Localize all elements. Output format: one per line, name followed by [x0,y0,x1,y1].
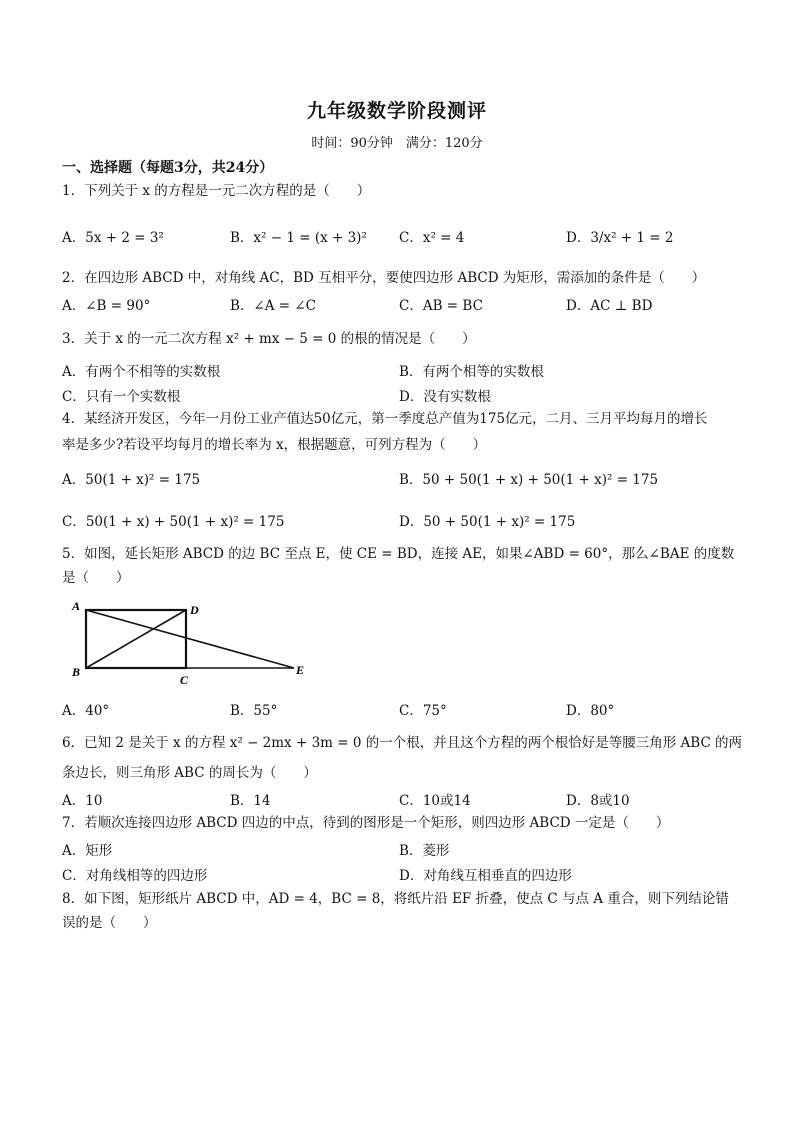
segment-ae [86,610,294,668]
question-6-stem-line1: 6．已知 2 是关于 x 的方程 x² − 2mx + 3m = 0 的一个根，并且这个方程的两个根恰好是等腰三角形 ABC 的两 [62,735,743,751]
question-5-stem-line1: 5．如图，延长矩形 ABCD 的边 BC 至点 E，使 CE = BD，连接 AE，如果∠ABD = 60°，那么∠BAE 的度数 [62,546,735,562]
question-1-stem: 1．下列关于 x 的方程是一元二次方程的是（ ） [62,183,371,199]
q1-option-c: C．x² = 4 [399,230,465,246]
label-c: C [180,673,189,687]
q6-option-a: A．10 [62,793,103,809]
q4-option-d: D．50 + 50(1 + x)² = 175 [399,514,576,530]
q5-option-d: D．80° [566,703,615,719]
q6-option-c: C．10或14 [399,793,471,809]
q4-option-a: A．50(1 + x)² = 175 [62,472,201,488]
q4-option-b: B．50 + 50(1 + x) + 50(1 + x)² = 175 [399,472,659,488]
page-title: 九年级数学阶段测评 [306,100,487,122]
exam-info: 时间：90分钟 满分：120分 [311,136,483,151]
label-d: D [190,603,199,617]
label-a: A [72,599,81,613]
question-6-stem-line2: 条边长，则三角形 ABC 的周长为（ ） [62,765,317,781]
section-heading: 一、选择题（每题3分，共24分） [62,160,274,176]
label-e: E [296,663,305,677]
q2-option-a: A．∠B = 90° [62,298,151,314]
q7-option-b: B．菱形 [399,843,450,859]
q6-option-b: B．14 [230,793,271,809]
question-3-stem: 3．关于 x 的一元二次方程 x² + mx − 5 = 0 的根的情况是（ ） [62,331,476,347]
q1-option-d: D．3/x² + 1 = 2 [566,230,674,246]
q2-option-b: B．∠A = ∠C [230,298,317,314]
q5-option-c: C．75° [399,703,447,719]
q7-option-a: A．矩形 [62,843,113,859]
q7-option-d: D．对角线互相垂直的四边形 [399,868,572,884]
question-4-stem-line1: 4．某经济开发区，今年一月份工业产值达50亿元，第一季度总产值为175亿元，二月、三月平均每月的增长 [62,411,708,427]
rectangle-figure [66,596,318,688]
q7-option-c: C．对角线相等的四边形 [62,868,208,884]
q2-option-d: D．AC ⊥ BD [566,298,653,314]
q4-option-c: C．50(1 + x) + 50(1 + x)² = 175 [62,514,285,530]
q5-option-b: B．55° [230,703,278,719]
question-5-stem-line2: 是（ ） [62,570,130,586]
q1-option-a: A．5x + 2 = 3² [62,230,164,246]
question-4-stem-line2: 率是多少?若设平均每月的增长率为 x，根据题意，可列方程为（ ） [62,437,487,453]
q6-option-d: D．8或10 [566,793,630,809]
diagonal-bd [86,610,186,668]
q2-option-c: C．AB = BC [399,298,483,314]
question-8-stem-line1: 8．如下图，矩形纸片 ABCD 中，AD = 4，BC = 8，将纸片沿 EF 折叠，使点 C 与点 A 重合，则下列结论错 [62,891,729,907]
q3-option-d: D．没有实数根 [399,389,491,405]
q3-option-b: B．有两个相等的实数根 [399,364,544,380]
question-2-stem: 2．在四边形 ABCD 中，对角线 AC，BD 互相平分，要使四边形 ABCD 为矩形，需添加的条件是（ ） [62,270,706,286]
q3-option-c: C．只有一个实数根 [62,389,181,405]
q1-option-b: B．x² − 1 = (x + 3)² [230,230,367,246]
q3-option-a: A．有两个不相等的实数根 [62,364,221,380]
question-7-stem: 7．若顺次连接四边形 ABCD 四边的中点，待到的图形是一个矩形，则四边形 ABCD 一定是（ ） [62,815,670,831]
q5-option-a: A．40° [62,703,110,719]
question-8-stem-line2: 误的是（ ） [62,915,157,931]
label-b: B [72,665,81,679]
